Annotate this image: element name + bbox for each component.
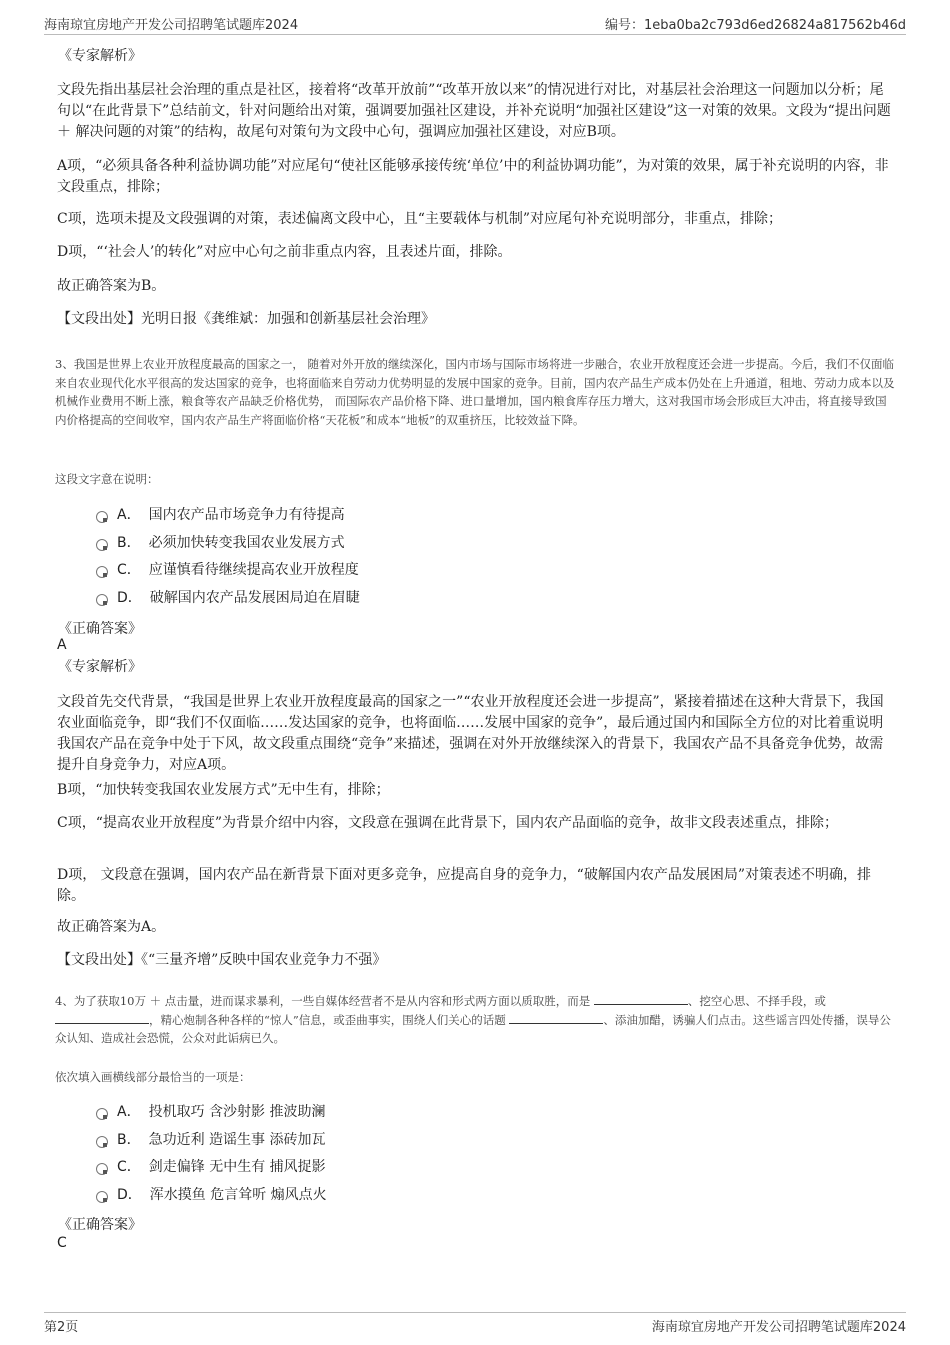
page-footer [44,1312,906,1335]
q4-answer-label: 《正确答案》 [58,1217,142,1233]
option-letter: A． [117,507,141,523]
radio-icon[interactable] [96,511,108,523]
page-header [44,12,906,35]
q3-analysis: 文段首先交代背景，“我国是世界上农业开放程度最高的国家之一”“农业开放程度还会进一步提高”，紧接着描述在这种大背景下，我国农业面临竞争，即“我们不仅面临……发达国家的竞争，也将面临……发展中国家的竞争”，最后通过国内和国际全方位的对比着重说明我国农产品在竞争中处于下风，故文段重点围绕“竞争”来描述，强调在对外开放继续深入的背景下，我国农产品不具备竞争优势，故需提升自身竞争力，对应A项。 [57,694,884,773]
q4-stem [55,992,895,1048]
fill-blank-1 [594,992,688,1005]
q3-conclusion: 故正确答案为A。 [57,919,166,935]
q4-stem-part: 4、为了获取10万 ＋ 点击量，进而谋求暴利，一些自媒体经营者不是从内容和形式两方面以质取胜，而是 [55,994,591,1008]
q3-option-d[interactable] [96,588,360,608]
option-letter: A． [117,1104,141,1120]
radio-icon[interactable] [96,1136,108,1148]
q4-stem-part: 、挖空心思、不择手段，或 [687,994,826,1008]
q2-expert-label: 《专家解析》 [58,48,142,64]
q2-analysis: 文段先指出基层社会治理的重点是社区，接着将“改革开放前”“改革开放以来”的情况进行对比，对基层社会治理这一问题加以分析；尾句以“在此背景下”总结前文，针对问题给出对策，强调要加强社区建设，并补充说明“加强社区建设”这一对策的效果。文段为“提出问题 ＋ 解决问题的对策”的结构，故尾句对策句为文段中心句，强调应加强社区建设，对应B项。 [57,82,891,140]
radio-icon[interactable] [96,1163,108,1175]
option-letter: B． [117,535,141,551]
header-code: 编号：1eba0ba2c793d6ed26824a817562b46d [605,18,906,33]
option-letter: B． [117,1132,141,1148]
q3-option-c-note: C项，“提高农业开放程度”为背景介绍中内容，文段意在强调在此背景下，国内农产品面临的竞争，故非文段表述重点，排除； [57,815,839,831]
option-letter: C． [117,562,141,578]
q3-option-b-note: B项，“加快转变我国农业发展方式”无中生有，排除； [57,782,390,798]
footer-title: 海南琼宜房地产开发公司招聘笔试题库2024 [651,1320,906,1335]
q3-option-d-note: D项， 文段意在强调，国内农产品在新背景下面对更多竞争，应提高自身的竞争力，“破解国内农产品发展困局”对策表述不明确，排除。 [57,867,871,904]
option-letter: D． [117,1187,142,1203]
q3-option-b[interactable] [96,533,345,553]
radio-icon[interactable] [96,1191,108,1203]
q4-stem-part: ，精心炮制各种各样的“惊人”信息，或歪曲事实，围绕人们关心的话题 [149,1012,506,1027]
q2-option-c-note: C项，选项未提及文段强调的对策，表述偏离文段中心，且“主要载体与机制”对应尾句补充说明部分，非重点，排除； [57,211,783,227]
option-text: 浑水摸鱼 危言耸听 煽风点火 [149,1187,327,1203]
q3-expert-label: 《专家解析》 [58,659,142,675]
q2-option-a-note: A项，“必须具备各种利益协调功能”对应尾句“使社区能够承接传统‘单位’中的利益协调功能”，为对策的效果，属于补充说明的内容，非文段重点，排除； [57,158,889,195]
q3-stem: 3、我国是世界上农业开放程度最高的国家之一， 随着对外开放的继续深化，国内市场与国际市场将进一步融合，农业开放程度还会进一步提高。今后，我们不仅面临来自农业现代化水平很高的发达国家的竞争，也将面临来自劳动力优势明显的发展中国家的竞争。目前，国内农产品生产成本仍处在上升通道，租地、劳动力成本以及机械作业费用不断上涨，粮食等农产品缺乏价格优势， 而国际农产品价格下降、进口量增加，国内粮食库存压力增大，这对我国市场会形成巨大冲击，将直接导致国内价格提高的空间收窄，国内农产品生产将面临价格“天花板”和成本“地板”的双重挤压，比较效益下降。 [55,357,895,427]
option-letter: C． [117,1159,141,1175]
option-text: 投机取巧 含沙射影 推波助澜 [148,1104,326,1120]
option-text: 国内农产品市场竞争力有待提高 [148,507,345,523]
q3-prompt: 这段文字意在说明： [55,472,159,486]
q4-answer: C [57,1235,67,1251]
radio-icon[interactable] [96,566,108,578]
option-text: 急功近利 造谣生事 添砖加瓦 [148,1132,326,1148]
q4-stem-part: 、添油加醋，诱骗人们点击。这些谣言四处传播，误导公众认知、造成社会恐慌，公众对此诟病已久。 [55,1012,891,1045]
q3-answer-label: 《正确答案》 [58,621,142,637]
q2-option-d-note: D项，“‘社会人’的转化”对应中心句之前非重点内容，且表述片面，排除。 [57,244,512,260]
q3-answer: A [57,637,67,653]
q3-option-a[interactable] [96,505,345,525]
q4-option-d[interactable] [96,1185,327,1205]
fill-blank-2 [55,1011,149,1024]
q4-option-b[interactable] [96,1130,326,1150]
option-text: 剑走偏锋 无中生有 捕风捉影 [148,1159,326,1175]
page-number: 第2页 [44,1320,79,1335]
radio-icon[interactable] [96,594,108,606]
fill-blank-3 [509,1011,603,1024]
q3-option-c[interactable] [96,560,359,580]
q4-option-c[interactable] [96,1157,326,1177]
q3-source: 【文段出处】《“三量齐增”反映中国农业竞争力不强》 [57,952,387,968]
option-text: 应谨慎看待继续提高农业开放程度 [148,562,359,578]
header-title: 海南琼宜房地产开发公司招聘笔试题库2024 [44,18,299,33]
radio-icon[interactable] [96,1108,108,1120]
q4-option-a[interactable] [96,1102,325,1122]
option-letter: D． [117,590,142,606]
option-text: 必须加快转变我国农业发展方式 [148,535,345,551]
option-text: 破解国内农产品发展困局迫在眉睫 [149,590,360,606]
q2-conclusion: 故正确答案为B。 [57,278,166,294]
q2-source: 【文段出处】光明日报《龚维斌：加强和创新基层社会治理》 [57,311,435,327]
q4-prompt: 依次填入画横线部分最恰当的一项是： [55,1070,251,1084]
radio-icon[interactable] [96,539,108,551]
